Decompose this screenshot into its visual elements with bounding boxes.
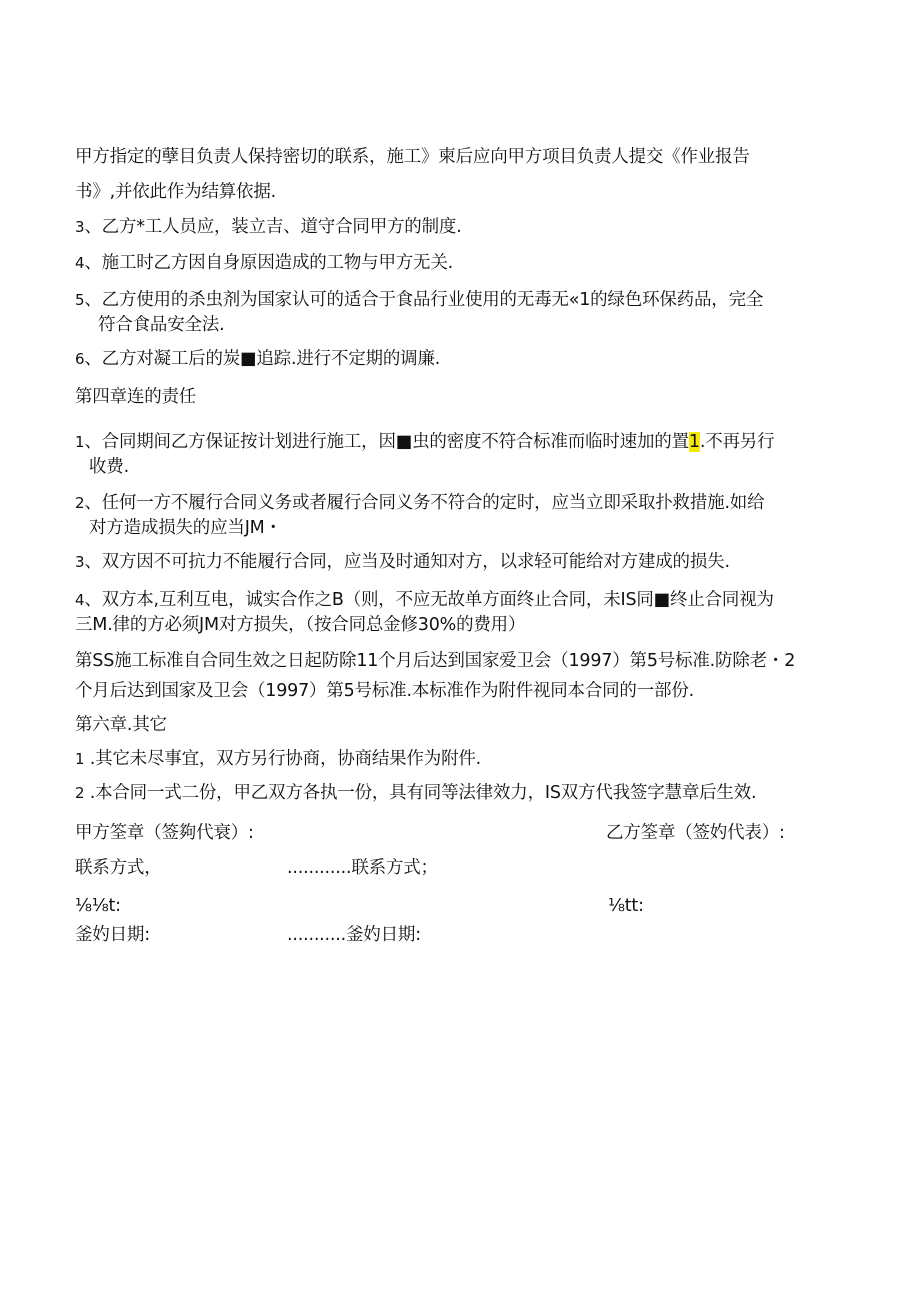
clause-text: 、乙方使用的杀虫剂为国家认可的适合于食品行业使用的无毒无«1的绿色环保药品，完全 [84,290,764,310]
clause-4-3 [75,551,730,573]
clause-text: .其它未尽事宜，双方另行协商，协商结果作为附件. [84,749,482,769]
clause-number: 1 [75,433,85,451]
clause-text: 、双方因不可抗力不能履行合同，应当及时通知对方，以求轻可能给对方建成的损失. [84,552,730,572]
clause-number: 2 [75,494,85,512]
chapter-4-title: 第四章连的责任 [75,387,197,407]
clause-number: 4 [75,591,85,609]
clause-4-1-continuation: 收费. [89,457,129,477]
clause-text: 、合同期间乙方保证按计划进行施工，因■虫的密度不符合标准而临时速加的置 [84,432,689,452]
party-a-seal-label: 甲方筌章（签夠代衰）: [75,823,254,843]
party-a-date-label: 釜妁日期: [75,925,150,945]
intro-line-2: 书》,并依此作为结算依据. [75,182,277,202]
clause-number: 5 [75,291,85,309]
clause-text: .本合同一式二份，甲乙双方各执一份，具有同等法律效力，IS双方代我签字慧章后生效. [84,783,757,803]
clause-number: 3 [75,218,85,236]
clause-number: 2 [75,784,85,802]
clause-text: 、任何一方不履行合同义务或者履行合同义务不符合的定时，应当立即采取扑救措施.如给 [84,493,765,513]
clause-text: 、施工时乙方因自身原因造成的工物与甲方无关. [84,253,454,273]
clause-4-2 [75,492,764,514]
clause-text: 、乙方对凝工后的炭■追踪.进行不定期的调廉. [84,349,441,369]
intro-line-1: 甲方指定的孽目负责人保持密切的联系，施工》柬后应向甲方项目负责人提交《作业报告 [75,147,750,167]
party-b-tel-label: ⅛tt: [608,896,644,916]
party-b-contact-label: ............联系方式； [287,858,438,878]
clause-number: 3 [75,553,85,571]
clause-number: 4 [75,254,85,272]
clause-6-1 [75,748,481,770]
clause-3-5-continuation: 符合食品安全法. [98,315,225,335]
clause-3-6 [75,348,440,370]
clause-4-2-continuation: 对方造成损失的应当JM・ [89,518,282,538]
clause-3-4 [75,252,453,274]
clause-text-tail: .不再另行 [699,432,775,452]
clause-text: 、乙方*工人员应，装立吉、道守合同甲方的制度. [84,217,462,237]
clause-6-2 [75,782,756,804]
party-b-date-label: ...........釜妁日期: [287,925,421,945]
chapter-5-line-1: 第SS施工标准自合同生效之日起防除11个月后达到国家爱卫会（1997）第5号标准.防除老・2 [75,651,796,671]
clause-3-5 [75,289,763,311]
highlighted-text: 1 [688,432,700,452]
chapter-5-line-2: 个月后达到国家及卫会（1997）第5号标准.本标准作为附件视同本合同的一部份. [75,681,694,701]
clause-number: 6 [75,350,85,368]
clause-text: 、双方本,互利互电，诚实合作之B（则，不应无故单方面终止合同，未IS同■终止合同视为 [84,590,774,610]
clause-3-3 [75,216,462,238]
party-a-contact-label: 联系方式， [75,858,162,878]
chapter-6-title: 第六章.其它 [75,715,167,735]
clause-4-1 [75,431,774,453]
party-a-tel-label: ⅛⅛t: [75,896,121,916]
clause-4-4-continuation: 三M.律的方必须JM对方损失，（按合同总金修30%的费用） [75,615,526,635]
clause-4-4 [75,589,774,611]
party-b-seal-label: 乙方筌章（签妁代表）: [606,823,785,843]
clause-number: 1 [75,750,85,768]
